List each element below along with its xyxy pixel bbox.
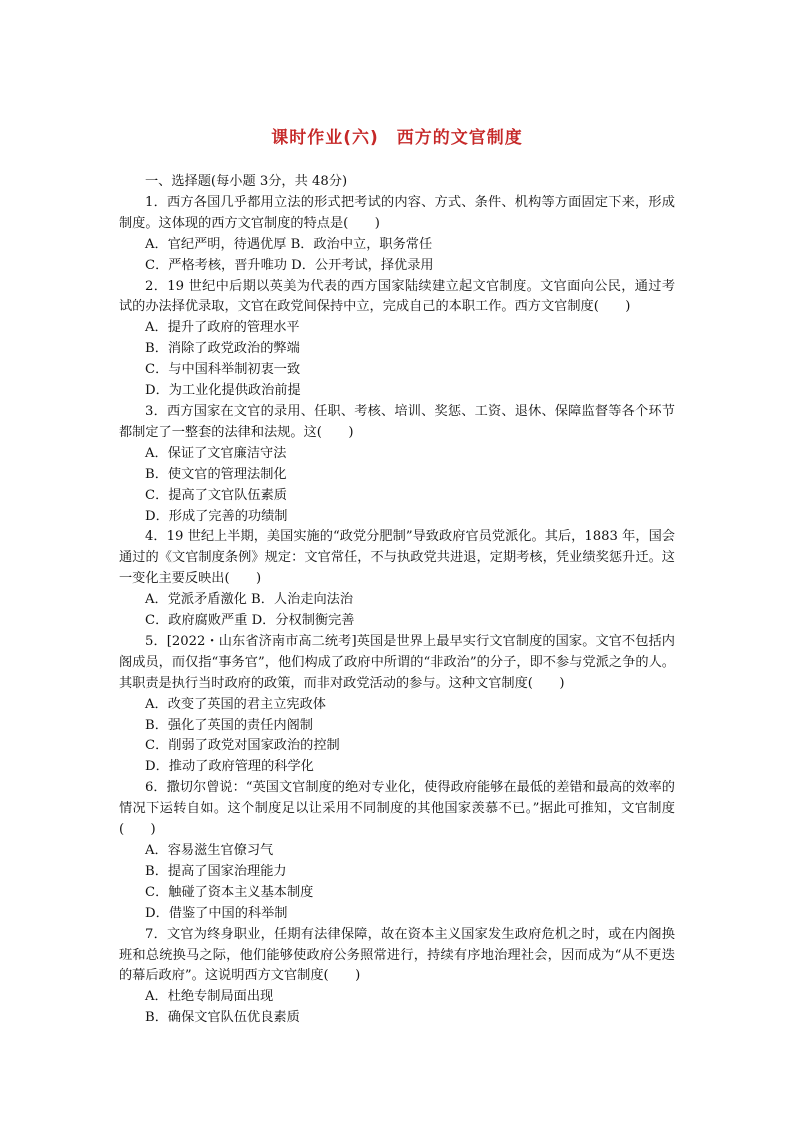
question-stem: 5．[2022・山东省济南市高二统考]英国是世界上最早实行文官制度的国家。文官不包括内阁成员，而仅指“事务官”，他们构成了政府中所谓的“非政治”的分子，即不参与党派之争的人。其职责是执行当时政府的政策，而非对政党活动的参与。这种文官制度( ) (119, 633, 675, 691)
option-c: C．削弱了政党对国家政治的控制 (145, 738, 340, 754)
question-6 (119, 778, 675, 924)
section-header: 一、选择题(每小题 3分，共 48分) (145, 174, 348, 189)
option-d: D．形成了完善的功绩制 (145, 508, 288, 524)
option-b: B．消除了政党政治的弊端 (145, 341, 300, 357)
question-stem: 4．19 世纪上半期，美国实施的“政党分肥制”导致政府官员党派化。其后，1883 年，国会通过的《文官制度条例》规定：文官常任，不与执政党共进退，定期考核，凭业绩奖惩升迁。这一变化主要反映出( ) (119, 529, 675, 587)
option-c: C．触碰了资本主义基本制度 (145, 884, 314, 900)
page-title (0, 123, 794, 148)
question-3 (119, 402, 675, 527)
option-a: A．保证了文官廉洁守法 (145, 445, 287, 461)
question-4 (119, 527, 675, 632)
option-a: A．容易滋生官僚习气 (145, 843, 274, 858)
option-a: A．提升了政府的管理水平 (145, 320, 300, 336)
option-line: C．政府腐败严重 D．分权制衡完善 (145, 613, 355, 629)
option-line: C．严格考核，晋升唯功 D．公开考试，择优录用 (145, 257, 434, 273)
question-stem: 7．文官为终身职业，任期有法律保障，故在资本主义国家发生政府危机之时，或在内阁换班和总统换马之际，他们能够使政府公务照常进行，持续有序地治理社会，因而成为“从不更迭的幕后政府”。这说明西方文官制度( ) (119, 926, 675, 984)
option-c: C．提高了文官队伍素质 (145, 487, 287, 503)
question-1 (119, 193, 675, 277)
option-a: A．杜绝专制局面出现 (145, 989, 274, 1005)
option-b: B．使文官的管理法制化 (145, 466, 287, 482)
question-7 (119, 925, 675, 1030)
question-2 (119, 277, 675, 402)
option-d: D．推动了政府管理的科学化 (145, 759, 314, 775)
question-stem: 3．西方国家在文官的录用、任职、考核、培训、奖惩、工资、退休、保障监督等各个环节都制定了一整套的法律和法规。这( ) (119, 403, 675, 440)
title-sub: 西方的文官制度 (396, 128, 523, 148)
option-b: B．提高了国家治理能力 (145, 863, 287, 879)
option-b: B．确保文官队伍优良素质 (145, 1010, 300, 1026)
question-stem: 6．撒切尔曾说：“英国文官制度的绝对专业化，使得政府能够在最低的差错和最高的效率的情况下运转自如。这个制度足以让采用不同制度的其他国家羡慕不已。”据此可推知，文官制度( ) (119, 780, 675, 838)
option-d: D．借鉴了中国的科举制 (145, 905, 288, 921)
option-c: C．与中国科举制初衷一致 (145, 362, 301, 378)
question-stem: 1．西方各国几乎都用立法的形式把考试的内容、方式、条件、机构等方面固定下来，形成制度。这体现的西方文官制度的特点是( ) (119, 194, 675, 231)
option-d: D．为工业化提供政治前提 (145, 383, 301, 399)
question-5 (119, 632, 675, 778)
title-main: 课时作业(六) (271, 128, 379, 148)
question-stem: 2．19 世纪中后期以英美为代表的西方国家陆续建立起文官制度。文官面向公民，通过考试的办法择优录取，文官在政党间保持中立，完成自己的本职工作。西方文官制度( ) (119, 278, 675, 315)
document-body (119, 172, 675, 1029)
option-a: A．改变了英国的君主立宪政体 (145, 696, 326, 712)
option-line: A．官纪严明，待遇优厚 B．政治中立，职务常任 (145, 236, 433, 252)
option-line: A．党派矛盾激化 B．人治走向法治 (145, 592, 354, 608)
option-b: B．强化了英国的责任内阁制 (145, 717, 313, 733)
